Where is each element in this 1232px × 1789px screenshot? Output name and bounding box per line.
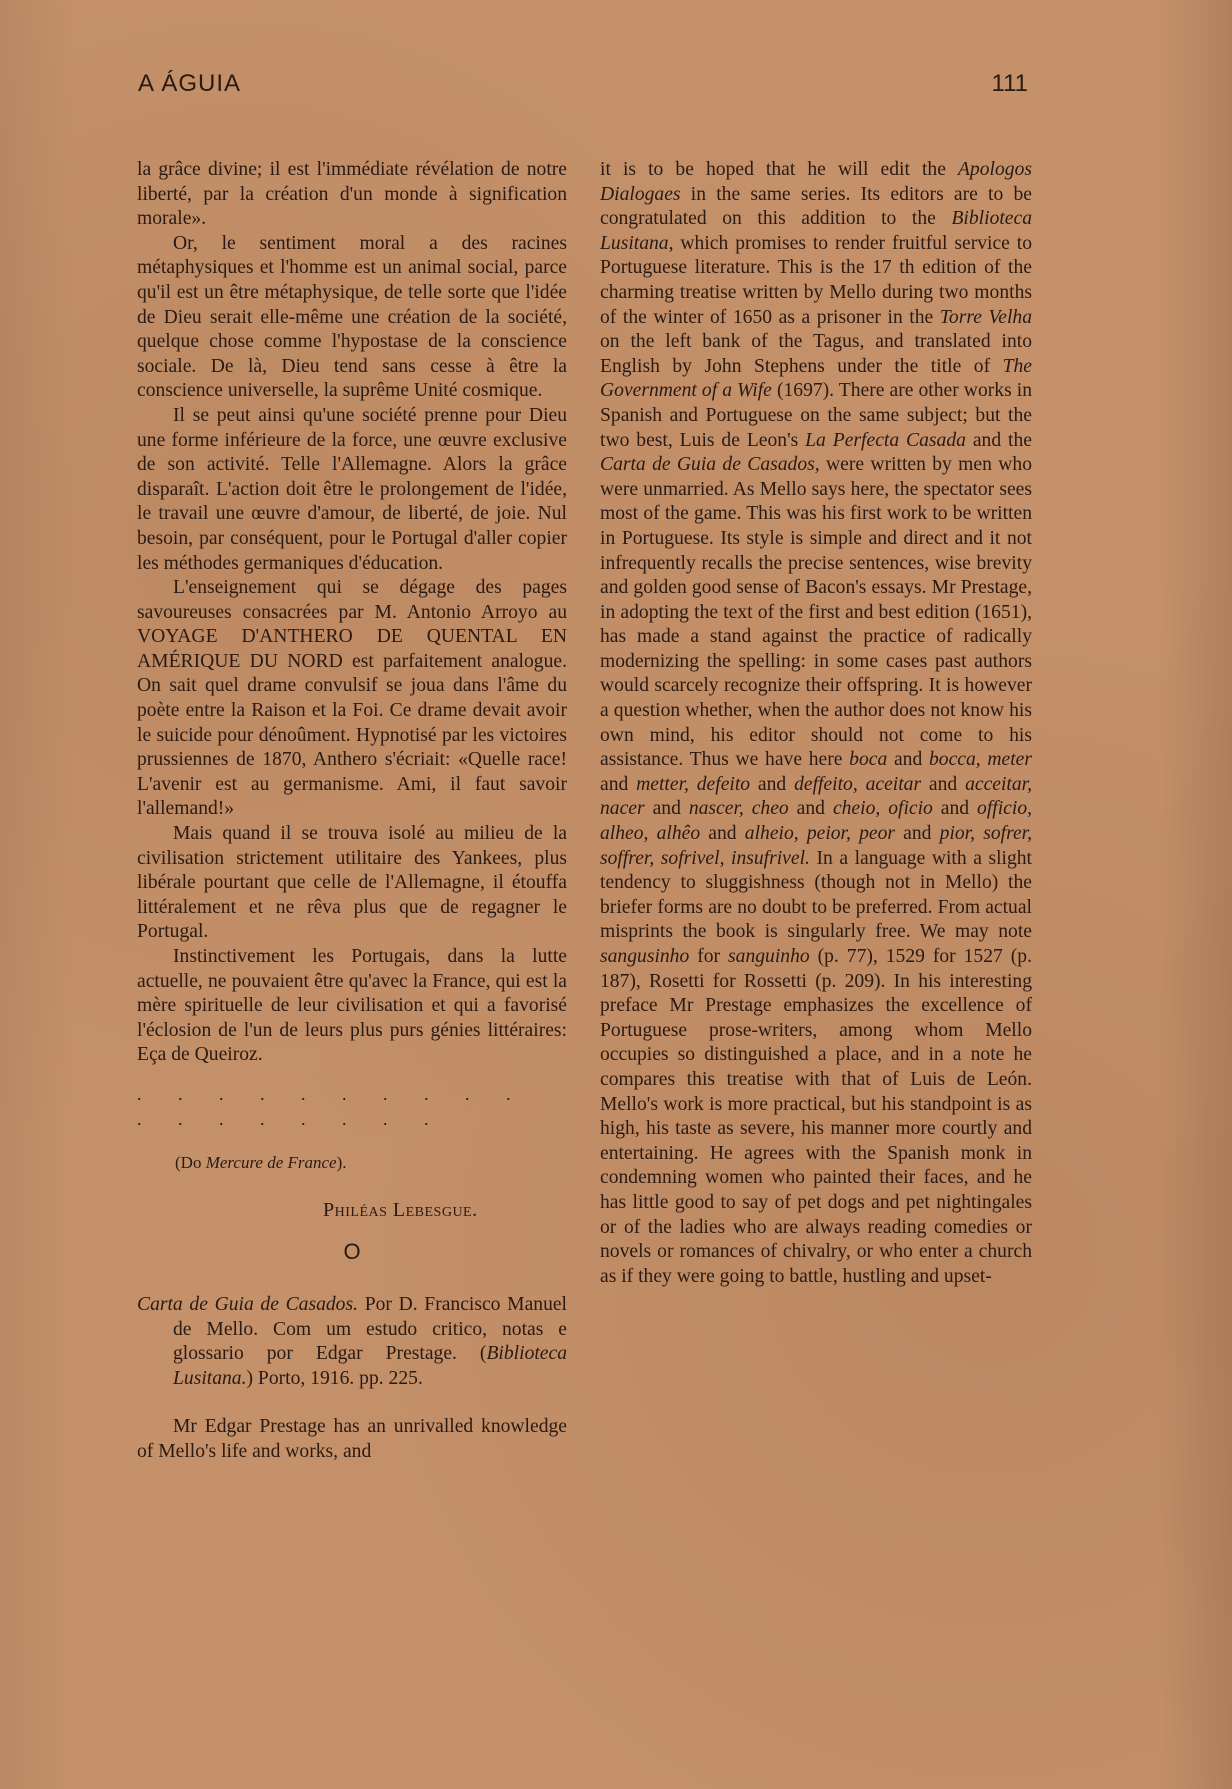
review-text: ) Porto, 1916. pp. 225. bbox=[246, 1367, 423, 1389]
text-run: and bbox=[644, 798, 689, 820]
italic-run: Apologos Dialogaes bbox=[600, 159, 1032, 205]
text-run: and bbox=[921, 773, 966, 795]
text-run: (1697). There are other works in Spanish and Portuguese on the same subject; but the two best, Luis de Leon's bbox=[600, 380, 1032, 451]
text-run: and bbox=[750, 773, 795, 795]
running-title: A ÁGUIA bbox=[138, 70, 242, 97]
source-citation bbox=[175, 1151, 567, 1176]
text-run: and bbox=[788, 798, 833, 820]
italic-run: bocca, meter bbox=[928, 749, 1032, 771]
italic-run: Carta de Guia de Casados, bbox=[600, 454, 820, 476]
source-title: Mercure de France bbox=[205, 1153, 337, 1173]
italic-run: boca bbox=[849, 749, 888, 771]
paragraph bbox=[600, 158, 1032, 1289]
ellipsis-divider: . . . . . . . . . . . . . . . . . . bbox=[137, 1083, 527, 1129]
italic-run: alheio, peior, peor bbox=[744, 823, 895, 845]
review-series: Biblioteca Lusitana. bbox=[173, 1343, 567, 1389]
text-run: on the left bank of the Tagus, and translated into English by John Stephens under the title of bbox=[600, 331, 1032, 377]
italic-run: deffeito, aceitar bbox=[794, 773, 922, 795]
italic-run: sangusinho bbox=[600, 946, 690, 967]
text-run: and bbox=[600, 773, 637, 795]
text-run: it is to be hoped that he will edit the bbox=[600, 159, 958, 180]
italic-run: The Government of a Wife bbox=[600, 355, 1032, 402]
text-run: and bbox=[700, 823, 745, 845]
italic-run: pior, sofrer, soffrer, sofrivel, insufrivel. bbox=[600, 823, 1033, 869]
right-column bbox=[600, 158, 1032, 1289]
source-prefix: (Do bbox=[175, 1153, 206, 1173]
review-heading bbox=[137, 1293, 567, 1391]
text-run: In a language with a slight tendency to sluggishness (though not in Mello) the briefer forms are no doubt to be preferred. From actual misprints the book is singularly free. We may note bbox=[600, 847, 1032, 943]
text-run: which promises to render fruitful service to Portuguese literature. This is the 17 th edition of the charming treatise written by Mello during two months of the winter of 1650 as a prisoner in the bbox=[600, 232, 1032, 328]
text-run: in the same series. Its editors are to be congratulated on this addition to the bbox=[600, 183, 1032, 230]
text-run: (p. 77), 1529 for 1527 (p. 187), Rosetti for Rossetti (p. 209). In his interesting preface Mr Prestage emphasizes the excellence of Portuguese prose-writers, among whom Mello occupies so distinguished a place, and in a note he compares this treatise with that of Luis de León. Mello's work is more practical, but his standpoint is as high, his taste as severe, his manner more courtly and entertaining. He agrees with the Spanish monk in condemning women who painted their faces, and he has little good to say of pet dogs and pet nightingales or of the ladies who are always reading comedies or novels or romances of chivalry, or who enter a church as if they were going to battle, hustling and upset- bbox=[600, 946, 1032, 1287]
section-ornament: O bbox=[343, 1239, 361, 1265]
page-number: 111 bbox=[991, 70, 1028, 97]
italic-run: officio, alheo, alhêo bbox=[600, 798, 1033, 845]
text-run: and bbox=[932, 798, 978, 820]
italic-run: sanguinho bbox=[728, 946, 810, 967]
review-title: Carta de Guia de Casados. bbox=[137, 1293, 359, 1315]
italic-run: Torre Velha bbox=[939, 306, 1032, 328]
left-column bbox=[137, 158, 567, 1465]
paragraph: L'enseignement qui se dégage des pages savoureuses consacrées par M. Antonio Arroyo au VOYAGE D'ANTHERO DE QUENTAL EN AMÉRIQUE DU NORD est parfaitement analogue. On sait quel drame convulsif se joua dans l'âme du poète entre la Raison et la Foi. Ce drame devait avoir le suicide pour dénoûment. Hypnotisé par les victoires prussiennes de 1870, Anthero s'écriait: «Quelle race! L'avenir est au germanisme. Ami, il faut savoir l'allemand!» bbox=[137, 577, 567, 820]
paragraph: Il se peut ainsi qu'une société prenne pour Dieu une forme inférieure de la force, une œuvre exclusive de son activité. Telle l'Allemagne. Alors la grâce disparaît. L'action doit être le prolongement de l'idée, le travail une œuvre d'amour, de liberté, de joie. Nul besoin, par conséquent, pour le Portugal d'aller copier les méthodes germaniques d'éducation. bbox=[137, 404, 567, 574]
paragraph: Mais quand il se trouva isolé au milieu de la civilisation strictement utilitaire des Yankees, plus libérale pourtant que celle de l'Allemagne, il étouffa littéralement et ne rêva plus que de regagner le Portugal. bbox=[137, 823, 567, 943]
italic-run: cheio, oficio bbox=[832, 798, 933, 820]
italic-run: acceitar, nacer bbox=[600, 773, 1033, 820]
text-run: were written by men who were unmarried. As Mello says here, the spectator sees most of the game. This was his first work to be written in Portuguese. Its style is simple and direct and it not infrequently recalls the precise sentences, wise brevity and golden good sense of Bacon's essays. Mr Prestage, in adopting the text of the first and best edition (1651), has made a stand against the practice of radically modernizing the spelling: in some cases past authors would scarcely recognize their offspring. It is however a question whether, when the author does not know his own mind, his editor should not come to his assistance. Thus we have here bbox=[600, 454, 1032, 771]
paragraph: Mr Edgar Prestage has an unrivalled knowledge of Mello's life and works, and bbox=[137, 1416, 567, 1462]
page-header bbox=[138, 70, 1028, 110]
italic-run: La Perfecta Casada bbox=[805, 429, 966, 451]
text-run: and the bbox=[965, 429, 1032, 451]
paragraph: Or, le sentiment moral a des racines métaphysiques et l'homme est un animal social, parce qu'il est un être métaphysique, de telle sorte que l'idée de Dieu serait elle-même une création de la société, quelque chose comme l'hypostase de la conscience sociale. De là, Dieu tend sans cesse à être la conscience universelle, la suprême Unité cosmique. bbox=[137, 232, 567, 402]
text-run: and bbox=[887, 749, 929, 771]
review-text: Por D. Francisco Manuel de Mello. Com um estudo critico, notas e glossario por Edgar Prestage. ( bbox=[173, 1293, 568, 1365]
paragraph: la grâce divine; il est l'immédiate révélation de notre liberté, par la création d'un monde à signification morale». bbox=[137, 159, 567, 230]
italic-run: Biblioteca Lusitana, bbox=[600, 208, 1032, 254]
text-run: and bbox=[895, 823, 940, 845]
italic-run: metter, defeito bbox=[636, 773, 751, 795]
text-run: for bbox=[689, 946, 729, 967]
italic-run: nascer, cheo bbox=[688, 798, 789, 820]
paragraph: Instinctivement les Portugais, dans la lutte actuelle, ne pouvaient être qu'avec la France, qui est la mère spirituelle de leur civilisation et qui a favorisé l'éclosion de l'un de leurs plus purs génies littéraires: Eça de Queiroz. bbox=[137, 946, 567, 1066]
source-suffix: ). bbox=[336, 1153, 347, 1173]
author-signature: Philéas Lebesgue. bbox=[323, 1198, 478, 1221]
